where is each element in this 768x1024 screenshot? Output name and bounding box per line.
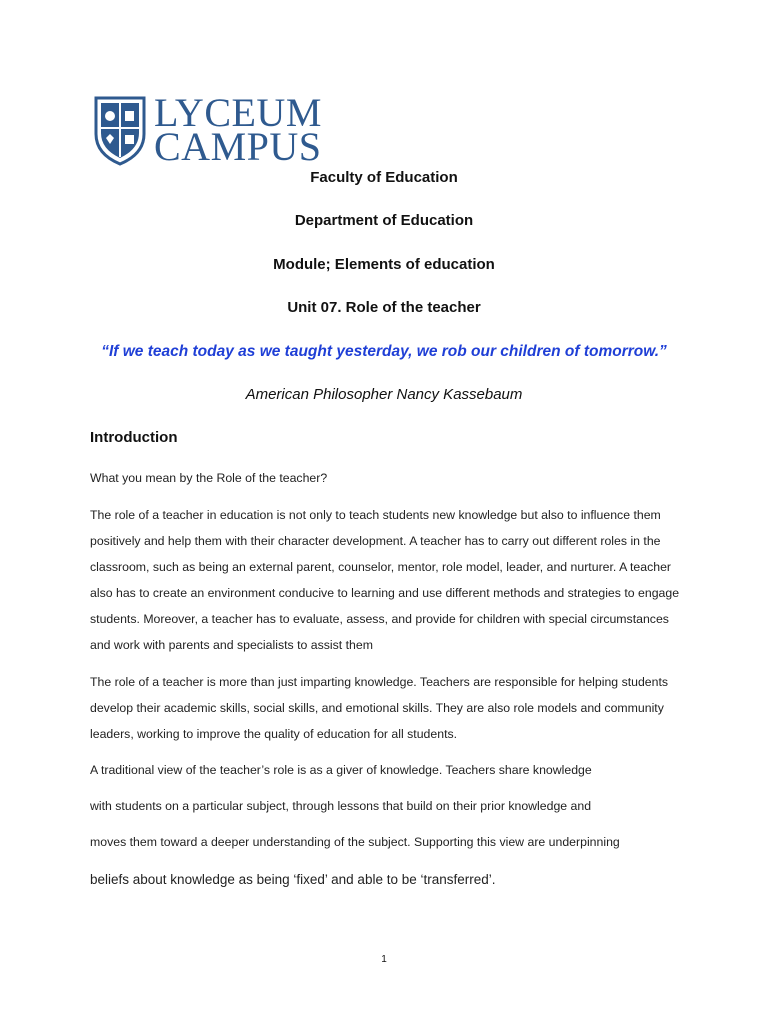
department-title: Department of Education	[294, 212, 474, 229]
paragraph-3-line-4: beliefs about knowledge as being ‘fixed’ and able to be ‘transferred’.	[90, 872, 496, 887]
paragraph-3-line-1: A traditional view of the teacher’s role is as a giver of knowledge. Teachers share knowledge	[90, 763, 592, 777]
logo-wordmark	[154, 90, 322, 169]
quote-text: “If we teach today as we taught yesterday, we rob our children of tomorrow.”	[101, 343, 667, 360]
paragraph-3-line-2: with students on a particular subject, through lessons that build on their prior knowledge and	[90, 799, 592, 813]
paragraph-1: The role of a teacher in education is not only to teach students new knowledge but also to influence them positively and help them with their character development. A teacher has to carry out different roles in the classroom, such as being an external parent, counselor, mentor, role model, leader, and nurturer. A teacher also has to create an environment conducive to learning and use different methods and strategies to engage students. Moreover, a teacher has to evaluate, assess, and provide for children with special circumstances and work with parents and specialists to assist them	[90, 508, 680, 652]
page-number: 1	[381, 954, 387, 965]
faculty-title: Faculty of Education	[310, 169, 458, 186]
quote-author: American Philosopher Nancy Kassebaum	[245, 386, 523, 403]
unit-title: Unit 07. Role of the teacher	[287, 299, 481, 316]
lyceum-campus-logo	[92, 90, 332, 169]
module-title: Module; Elements of education	[273, 256, 495, 273]
paragraph-3-line-3: moves them toward a deeper understanding of the subject. Supporting this view are underpinning	[90, 835, 620, 849]
paragraph-2: The role of a teacher is more than just imparting knowledge. Teachers are responsible for helping students develop their academic skills, social skills, and emotional skills. They are also role models and community leaders, working to improve the quality of education for all students.	[90, 675, 669, 741]
shield-crest-icon	[92, 94, 148, 166]
intro-question: What you mean by the Role of the teacher?	[90, 471, 328, 485]
logo-line-1: LYCEUM	[154, 90, 322, 135]
logo-line-2: CAMPUS	[154, 124, 322, 169]
introduction-heading: Introduction	[90, 429, 178, 446]
